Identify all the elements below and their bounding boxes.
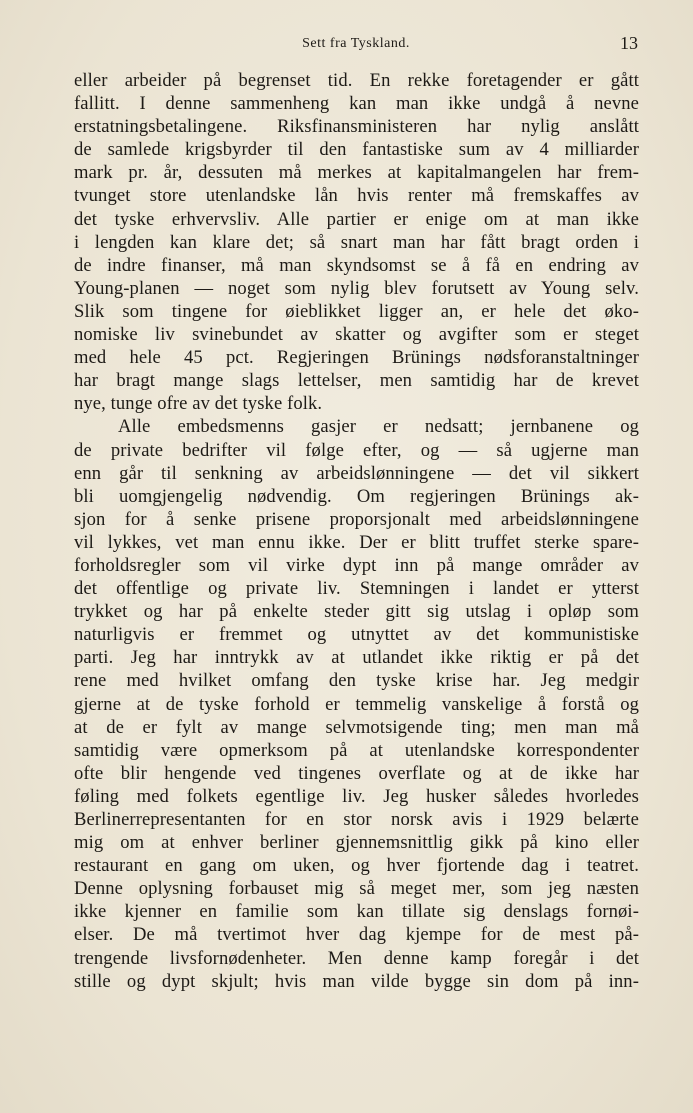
text-line: nye, tunge ofre av det tyske folk. [74, 393, 323, 415]
text-line: forholdsregler som vil virke dypt inn på mange områder av [74, 554, 639, 576]
text-line: ofte blir hengende ved tingenes overflate og at de ikke har [74, 762, 639, 784]
running-head-title: Sett fra Tyskland. [302, 36, 410, 51]
text-line: fallitt. I denne sammenheng kan man ikke undgå å nevne [74, 93, 639, 115]
text-line: føling med folkets egentlige liv. Jeg husker således hvorledes [74, 785, 639, 807]
text-line: enn går til senkning av arbeidslønningene — det vil sikkert [74, 462, 639, 484]
text-line: Alle embedsmenns gasjer er nedsatt; jernbanene og [118, 416, 639, 438]
page-number: 13 [620, 33, 638, 53]
text-line: de private bedrifter vil følge efter, og — så ugjerne man [74, 439, 639, 461]
text-line: restaurant en gang om uken, og hver fjortende dag i teatret. [74, 855, 639, 877]
text-line: eller arbeider på begrenset tid. En rekke foretagender er gått [74, 70, 639, 91]
text-line: mark pr. år, dessuten må merkes at kapitalmangelen har frem- [74, 162, 639, 184]
text-line: det offentlige og private liv. Stemningen i landet er ytterst [74, 578, 639, 600]
text-line: gjerne at de tyske forhold er temmelig vanskelige å forstå og [74, 693, 639, 715]
text-line: med hele 45 pct. Regjeringen Brünings nødsforanstaltninger [74, 347, 639, 369]
body-text [74, 69, 639, 993]
text-line: samtidig være opmerksom på at utenlandske korrespondenter [74, 739, 639, 761]
text-line: at de er fylt av mange selvmotsigende ting; men man må [74, 716, 639, 738]
text-line: vil lykkes, vet man ennu ikke. Der er blitt truffet sterke spare- [74, 531, 639, 553]
text-line: ikke kjenner en familie som kan tillate sig denslags fornøi- [74, 901, 639, 923]
text-line: Berlinerrepresentanten for en stor norsk avis i 1929 belærte [74, 809, 639, 830]
text-line: Slik som tingene for øieblikket ligger an, er hele det øko- [74, 300, 639, 322]
text-line: elser. De må tvertimot hver dag kjempe for de mest på- [74, 924, 639, 946]
text-line: sjon for å senke prisene proporsjonalt med arbeidslønningene [74, 508, 639, 530]
text-line: tvunget store utenlandske lån hvis renter må fremskaffes av [74, 185, 639, 207]
text-line: Young-planen — noget som nylig blev forutsett av Young selv. [74, 277, 639, 299]
text-line: nomiske liv svinebundet av skatter og avgifter som er steget [74, 324, 639, 346]
text-line: de samlede krigsbyrder til den fantastiske sum av 4 milliarder [74, 139, 639, 161]
running-head [74, 34, 638, 56]
text-line: trykket og har på enkelte steder gitt sig utslag i opløp som [74, 601, 639, 623]
text-line: rene med hvilket omfang den tyske krise har. Jeg medgir [74, 670, 639, 692]
text-line: parti. Jeg har inntrykk av at utlandet ikke riktig er på det [74, 647, 639, 669]
text-line: har bragt mange slags lettelser, men samtidig har de krevet [74, 370, 639, 392]
text-line: mig om at enhver berliner gjennemsnittlig gikk på kino eller [74, 832, 639, 854]
text-line: stille og dypt skjult; hvis man vilde bygge sin dom på inn- [74, 970, 639, 992]
text-line: erstatningsbetalingene. Riksfinansministeren har nylig anslått [74, 116, 639, 138]
text-line: det tyske erhvervsliv. Alle partier er enige om at man ikke [74, 208, 639, 230]
text-line: bli uomgjengelig nødvendig. Om regjeringen Brünings ak- [74, 485, 639, 507]
text-line: i lengden kan klare det; så snart man har fått bragt orden i [74, 231, 639, 253]
text-line: Denne oplysning forbauset mig så meget mer, som jeg næsten [74, 878, 639, 900]
text-line: de indre finanser, må man skyndsomst se å få en endring av [74, 254, 639, 276]
text-line: naturligvis er fremmet og utnyttet av det kommunistiske [74, 624, 639, 646]
text-line: trengende livsfornødenheter. Men denne kamp foregår i det [74, 947, 639, 969]
